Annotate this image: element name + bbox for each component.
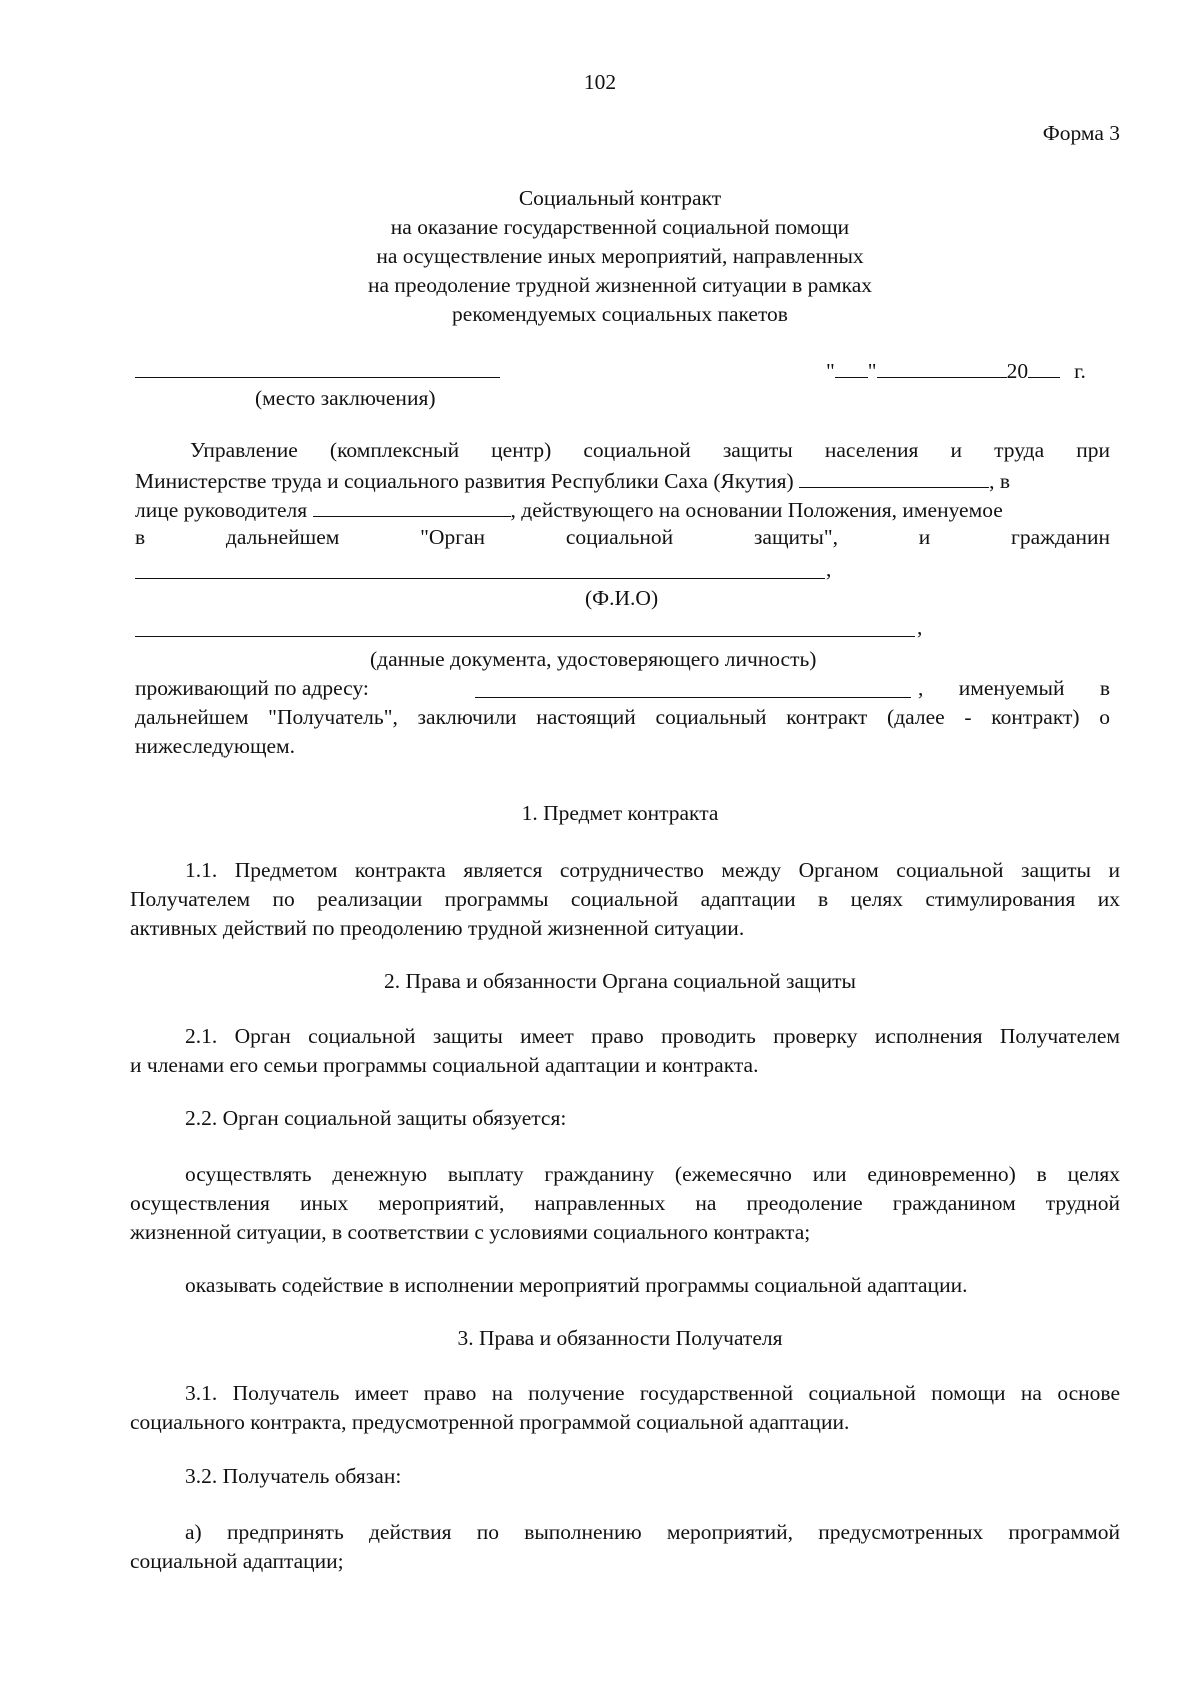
form-label: Форма 3 [1042, 121, 1120, 145]
intro-text: лице руководителя [135, 498, 308, 522]
intro-line: нижеследующем. [135, 734, 296, 758]
address-blank [475, 697, 911, 698]
paragraph-line: Получателем по реализации программы социальной адаптации в целях стимулирования их [130, 887, 1120, 911]
paragraph-line: 3.2. Получатель обязан: [185, 1464, 402, 1488]
year-blank [1028, 355, 1060, 378]
intro-line: , именуемый в [918, 676, 1110, 700]
intro-text: , действующего на основании Положения, именуемое [510, 498, 1003, 522]
intro-line: в дальнейшем "Орган социальной защиты", и гражданин [135, 525, 1110, 549]
paragraph-line: осуществления иных мероприятий, направленных на преодоление гражданином трудной [130, 1191, 1120, 1215]
place-caption: (место заключения) [255, 386, 436, 410]
comma: , [917, 615, 923, 639]
paragraph-line: социального контракта, предусмотренной программой социальной адаптации. [130, 1410, 850, 1434]
director-blank [313, 494, 511, 517]
comma: , [826, 557, 832, 581]
paragraph-line: 2.2. Орган социальной защиты обязуется: [185, 1106, 567, 1130]
paragraph-line: 1.1. Предметом контракта является сотрудничество между Органом социальной защиты и [185, 858, 1120, 882]
intro-line: Управление (комплексный центр) социальной защиты населения и труда при [190, 438, 1110, 462]
page-number: 102 [583, 70, 617, 94]
paragraph-line: активных действий по преодолению трудной жизненной ситуации. [130, 916, 745, 940]
fio-caption: (Ф.И.О) [585, 586, 659, 610]
paragraph-line: жизненной ситуации, в соответствии с условиями социального контракта; [130, 1220, 811, 1244]
intro-text: , в [989, 469, 1010, 493]
paragraph-line: а) предпринять действия по выполнению мероприятий, предусмотренных программой [185, 1520, 1120, 1544]
date-quote-open: " [826, 359, 835, 383]
date-quote-close: " [867, 359, 877, 383]
title-line: на осуществление иных мероприятий, направленных [376, 244, 864, 268]
title-line: на преодоление трудной жизненной ситуации в рамках [367, 273, 872, 297]
paragraph-line: и членами его семьи программы социальной адаптации и контракта. [130, 1053, 759, 1077]
month-blank [877, 355, 1007, 378]
section-heading: 3. Права и обязанности Получателя [457, 1326, 783, 1350]
title-line: рекомендуемых социальных пакетов [452, 302, 788, 326]
date-field [826, 355, 1086, 386]
day-blank [835, 355, 868, 378]
title-line: Социальный контракт [518, 186, 722, 210]
paragraph-line: оказывать содействие в исполнении мероприятий программы социальной адаптации. [185, 1273, 968, 1297]
id-document-blank [135, 636, 915, 637]
section-heading: 2. Права и обязанности Органа социальной защиты [384, 969, 856, 993]
paragraph-line: осуществлять денежную выплату гражданину (ежемесячно или единовременно) в целях [185, 1162, 1120, 1186]
fio-blank [135, 578, 825, 579]
intro-text: Министерстве труда и социального развития Республики Саха (Якутия) [135, 469, 794, 493]
year-suffix: г. [1074, 359, 1086, 383]
section-heading: 1. Предмет контракта [521, 801, 719, 825]
intro-line [135, 494, 1003, 525]
paragraph-line: 2.1. Орган социальной защиты имеет право проводить проверку исполнения Получателем [185, 1024, 1120, 1048]
doc-caption: (данные документа, удостоверяющего личность) [370, 647, 817, 671]
intro-line [135, 465, 1010, 496]
institution-blank [799, 465, 989, 488]
paragraph-line: 3.1. Получатель имеет право на получение государственной социальной помощи на основе [185, 1381, 1120, 1405]
place-blank [135, 377, 500, 378]
year-prefix: 20 [1006, 359, 1029, 383]
title-line: на оказание государственной социальной помощи [390, 215, 850, 239]
paragraph-line: социальной адаптации; [130, 1549, 344, 1573]
intro-line: дальнейшем "Получатель", заключили настоящий социальный контракт (далее - контракт) о [135, 705, 1110, 729]
intro-line: проживающий по адресу: [135, 676, 369, 700]
